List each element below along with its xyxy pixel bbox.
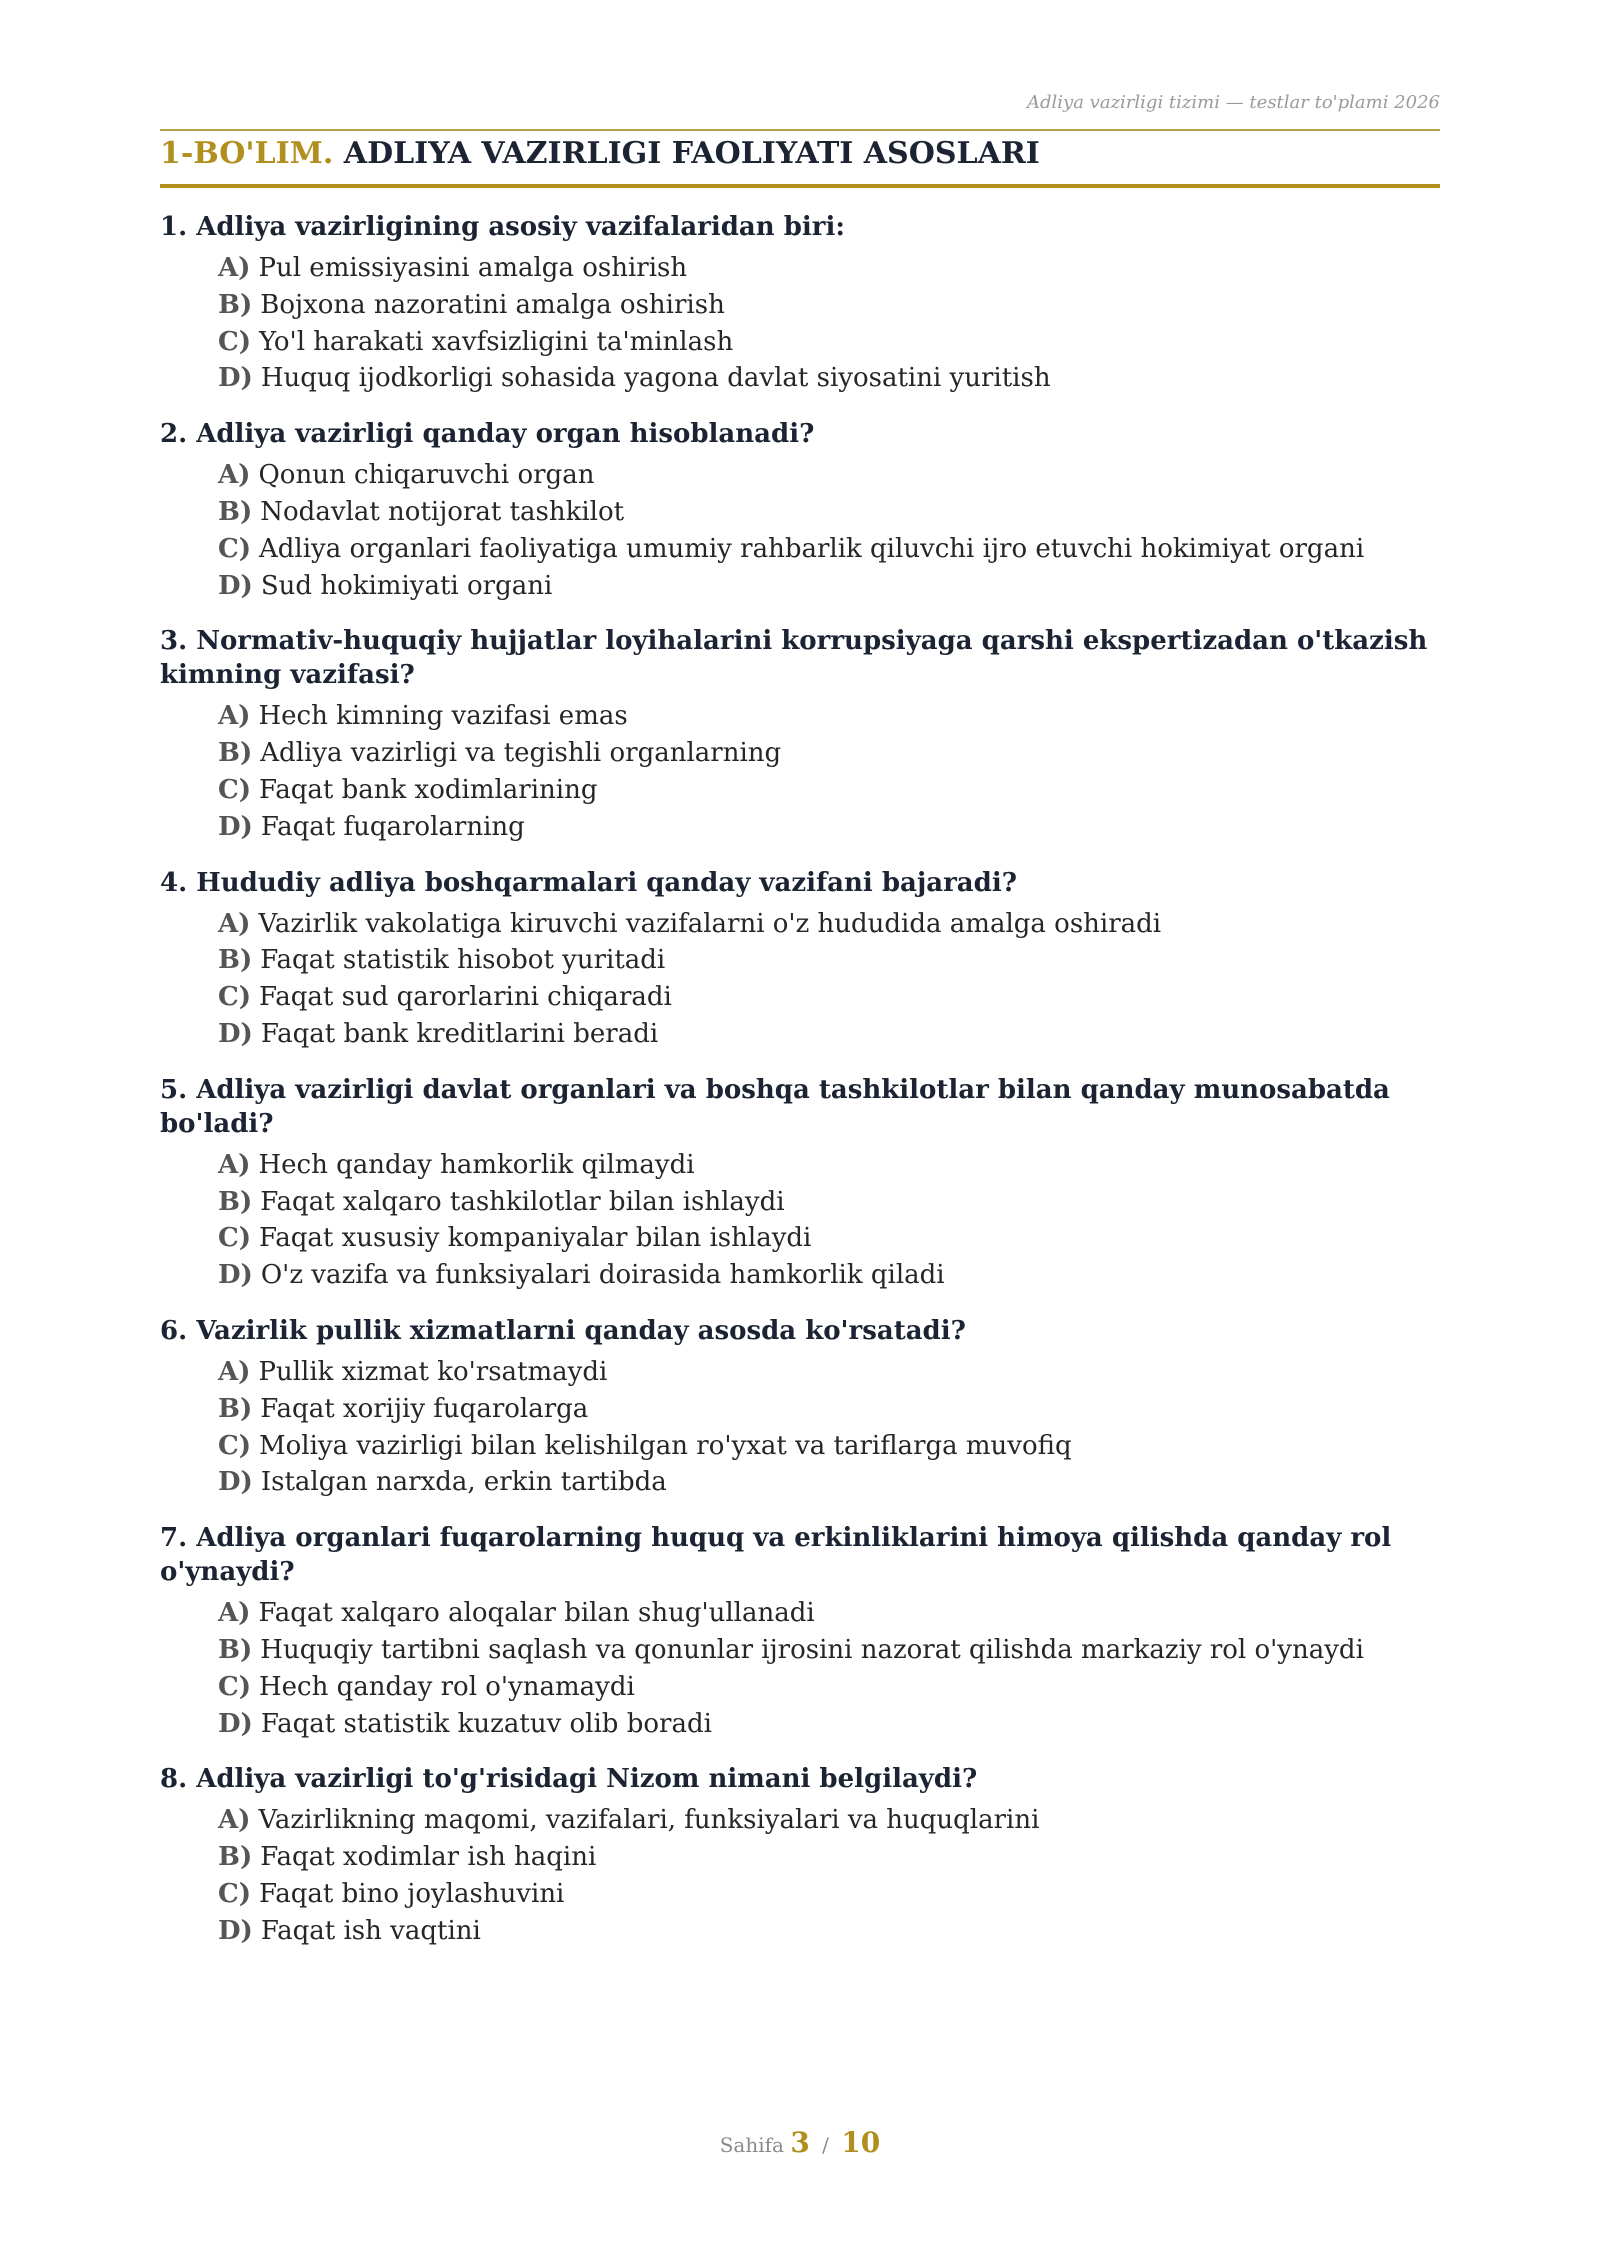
answer-option (218, 324, 1440, 361)
option-text: Vazirlik vakolatiga kiruvchi vazifalarni o'z hududida amalga oshiradi (258, 908, 1162, 939)
option-letter: C) (218, 982, 251, 1013)
answer-option (218, 568, 1440, 605)
section-heading (160, 134, 1440, 174)
option-text: Faqat ish vaqtini (260, 1915, 481, 1946)
option-text: Faqat sud qarorlarini chiqaradi (259, 982, 672, 1013)
answer-option (218, 906, 1440, 943)
question-item (160, 866, 1440, 1053)
answer-option (218, 942, 1440, 979)
question-item (160, 1073, 1440, 1294)
option-letter: C) (218, 1878, 251, 1909)
option-letter: D) (218, 1467, 253, 1498)
section-title: ADLIYA VAZIRLIGI FAOLIYATI ASOSLARI (343, 136, 1040, 171)
question-item (160, 1314, 1440, 1501)
option-text: Faqat xalqaro aloqalar bilan shug'ullanadi (258, 1598, 815, 1629)
option-letter: D) (218, 363, 253, 394)
option-text: Faqat fuqarolarning (260, 811, 525, 842)
option-letter: D) (218, 570, 253, 601)
option-letter: C) (218, 1223, 251, 1254)
option-letter: B) (218, 1393, 253, 1424)
option-letter: A) (218, 253, 251, 283)
question-list (160, 210, 1440, 1970)
page-label: Sahifa (719, 2133, 784, 2157)
question-item (160, 210, 1440, 397)
answer-option (218, 1220, 1440, 1257)
option-letter: C) (218, 533, 251, 564)
option-text: Yo'l harakati xavfsizligini ta'minlash (259, 326, 734, 357)
page-footer (0, 2126, 1600, 2159)
page-separator: / (822, 2133, 829, 2157)
answer-option (218, 1184, 1440, 1221)
option-letter: D) (218, 1708, 253, 1739)
option-text: O'z vazifa va funksiyalari doirasida hamkorlik qiladi (260, 1260, 945, 1291)
question-text: 8. Adliya vazirligi to'g'risidagi Nizom nimani belgilaydi? (160, 1764, 978, 1795)
answer-option (218, 250, 1440, 287)
answer-option (218, 1632, 1440, 1669)
option-text: Faqat xodimlar ish haqini (260, 1842, 597, 1873)
option-letter: B) (218, 496, 253, 527)
answer-option (218, 1428, 1440, 1465)
question-text: 1. Adliya vazirligining asosiy vazifalaridan biri: (160, 212, 845, 242)
answer-option (218, 287, 1440, 324)
answer-option (218, 1876, 1440, 1913)
question-item (160, 624, 1440, 845)
option-text: Faqat bank kreditlarini beradi (260, 1018, 659, 1049)
option-letter: B) (218, 289, 253, 320)
option-letter: C) (218, 774, 251, 805)
option-letter: A) (218, 1356, 251, 1387)
answer-option (218, 1391, 1440, 1428)
question-text: 3. Normativ-huquqiy hujjatlar loyihalarini korrupsiyaga qarshi ekspertizadan o'tkazish kimning vazifasi? (160, 626, 1428, 691)
option-text: Faqat xorijiy fuqarolarga (260, 1393, 589, 1424)
answer-option (218, 1354, 1440, 1391)
answer-option (218, 1669, 1440, 1706)
option-letter: A) (218, 701, 251, 732)
section-divider (160, 184, 1440, 188)
option-letter: C) (218, 326, 251, 357)
answer-option (218, 1595, 1440, 1632)
option-text: Hech kimning vazifasi emas (258, 701, 628, 732)
option-text: Hech qanday rol o'ynamaydi (259, 1671, 635, 1702)
option-text: Faqat bank xodimlarining (259, 774, 598, 805)
option-text: Pul emissiyasini amalga oshirish (258, 253, 688, 283)
answer-option (218, 809, 1440, 846)
answer-option (218, 1839, 1440, 1876)
option-text: Moliya vazirligi bilan kelishilgan ro'yxat va tariflarga muvofiq (259, 1430, 1072, 1461)
option-letter: D) (218, 1915, 253, 1946)
answer-option (218, 457, 1440, 494)
option-text: Qonun chiqaruvchi organ (258, 460, 595, 491)
answer-option (218, 772, 1440, 809)
option-letter: C) (218, 1430, 251, 1461)
answer-option (218, 1464, 1440, 1501)
option-letter: A) (218, 1149, 251, 1180)
current-page-number: 3 (790, 2126, 810, 2159)
option-letter: A) (218, 908, 251, 939)
option-text: Adliya vazirligi va tegishli organlarning (260, 738, 782, 769)
option-letter: B) (218, 1186, 253, 1217)
answer-option (218, 1913, 1440, 1950)
question-item (160, 417, 1440, 604)
option-text: Hech qanday hamkorlik qilmaydi (258, 1149, 695, 1180)
option-letter: D) (218, 1018, 253, 1049)
total-pages: 10 (841, 2126, 881, 2159)
option-letter: A) (218, 460, 251, 491)
option-text: Faqat statistik hisobot yuritadi (260, 945, 666, 976)
option-text: Istalgan narxda, erkin tartibda (260, 1467, 667, 1498)
option-text: Vazirlikning maqomi, vazifalari, funksiyalari va huquqlarini (258, 1805, 1040, 1836)
option-letter: B) (218, 1634, 253, 1665)
answer-option (218, 1802, 1440, 1839)
question-text: 7. Adliya organlari fuqarolarning huquq va erkinliklarini himoya qilishda qanday rol o'ynaydi? (160, 1523, 1392, 1588)
option-letter: B) (218, 945, 253, 976)
option-text: Bojxona nazoratini amalga oshirish (260, 289, 725, 320)
option-text: Nodavlat notijorat tashkilot (260, 496, 625, 527)
option-text: Pullik xizmat ko'rsatmaydi (258, 1356, 608, 1387)
question-text: 2. Adliya vazirligi qanday organ hisoblanadi? (160, 419, 815, 450)
answer-option (218, 1706, 1440, 1743)
answer-option (218, 360, 1440, 397)
answer-option (218, 698, 1440, 735)
option-text: Faqat xalqaro tashkilotlar bilan ishlaydi (260, 1186, 785, 1217)
question-text: 6. Vazirlik pullik xizmatlarni qanday asosda ko'rsatadi? (160, 1315, 966, 1346)
section-number: 1-BO'LIM. (160, 136, 334, 171)
option-text: Huquqiy tartibni saqlash va qonunlar ijrosini nazorat qilishda markaziy rol o'ynaydi (260, 1634, 1364, 1665)
header-divider (160, 129, 1440, 131)
question-text: 5. Adliya vazirligi davlat organlari va boshqa tashkilotlar bilan qanday munosabatda bo'ladi? (160, 1074, 1390, 1139)
running-header: Adliya vazirligi tizimi — testlar to'plami 2026 (1027, 92, 1440, 113)
option-text: Faqat statistik kuzatuv olib boradi (260, 1708, 712, 1739)
option-text: Faqat xususiy kompaniyalar bilan ishlaydi (259, 1223, 812, 1254)
answer-option (218, 1016, 1440, 1053)
answer-option (218, 735, 1440, 772)
option-text: Adliya organlari faoliyatiga umumiy rahbarlik qiluvchi ijro etuvchi hokimiyat organi (259, 533, 1365, 564)
option-letter: D) (218, 811, 253, 842)
option-letter: D) (218, 1260, 253, 1291)
question-item (160, 1762, 1440, 1949)
option-letter: A) (218, 1598, 251, 1629)
option-text: Sud hokimiyati organi (260, 570, 553, 601)
answer-option (218, 1257, 1440, 1294)
option-letter: B) (218, 738, 253, 769)
option-text: Huquq ijodkorligi sohasida yagona davlat siyosatini yuritish (260, 363, 1051, 394)
answer-option (218, 1147, 1440, 1184)
question-text: 4. Hududiy adliya boshqarmalari qanday vazifani bajaradi? (160, 867, 1017, 898)
option-letter: A) (218, 1805, 251, 1836)
option-letter: C) (218, 1671, 251, 1702)
answer-option (218, 494, 1440, 531)
question-item (160, 1521, 1440, 1742)
option-text: Faqat bino joylashuvini (259, 1878, 565, 1909)
answer-option (218, 531, 1440, 568)
option-letter: B) (218, 1842, 253, 1873)
answer-option (218, 979, 1440, 1016)
